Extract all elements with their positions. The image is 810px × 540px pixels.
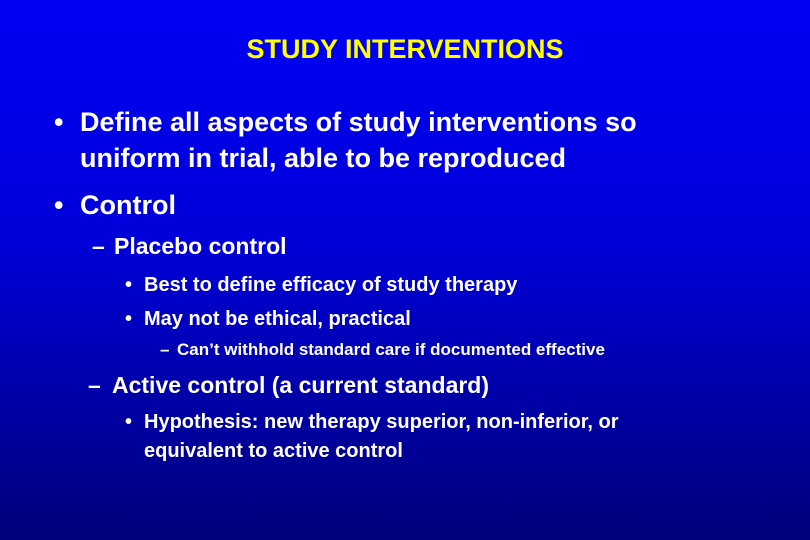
bullet-marker: • xyxy=(125,308,133,330)
dash-marker: – xyxy=(88,372,101,398)
dash-marker: – xyxy=(92,233,105,259)
slide-title: STUDY INTERVENTIONS xyxy=(246,34,564,64)
placebo-control-label: Placebo control xyxy=(114,233,287,259)
bullet-define-line-1: Define all aspects of study interventions so xyxy=(80,107,637,137)
bullet-marker: • xyxy=(125,411,133,433)
bullet-marker: • xyxy=(54,107,64,137)
active-point-hypothesis-line-1: Hypothesis: new therapy superior, non-inferior, or xyxy=(144,411,619,433)
placebo-point-ethical: May not be ethical, practical xyxy=(144,308,411,330)
bullet-marker: • xyxy=(125,274,133,296)
bullet-control: Control xyxy=(80,190,176,220)
active-control-label: Active control (a current standard) xyxy=(112,372,490,398)
bullet-define-line-2: uniform in trial, able to be reproduced xyxy=(80,143,567,173)
dash-marker: – xyxy=(160,340,170,359)
active-point-hypothesis-line-2: equivalent to active control xyxy=(144,440,403,462)
placebo-point-efficacy: Best to define efficacy of study therapy xyxy=(144,274,518,296)
placebo-subpoint-standard-care: Can’t withhold standard care if documented effective xyxy=(177,340,605,359)
bullet-marker: • xyxy=(54,190,64,220)
